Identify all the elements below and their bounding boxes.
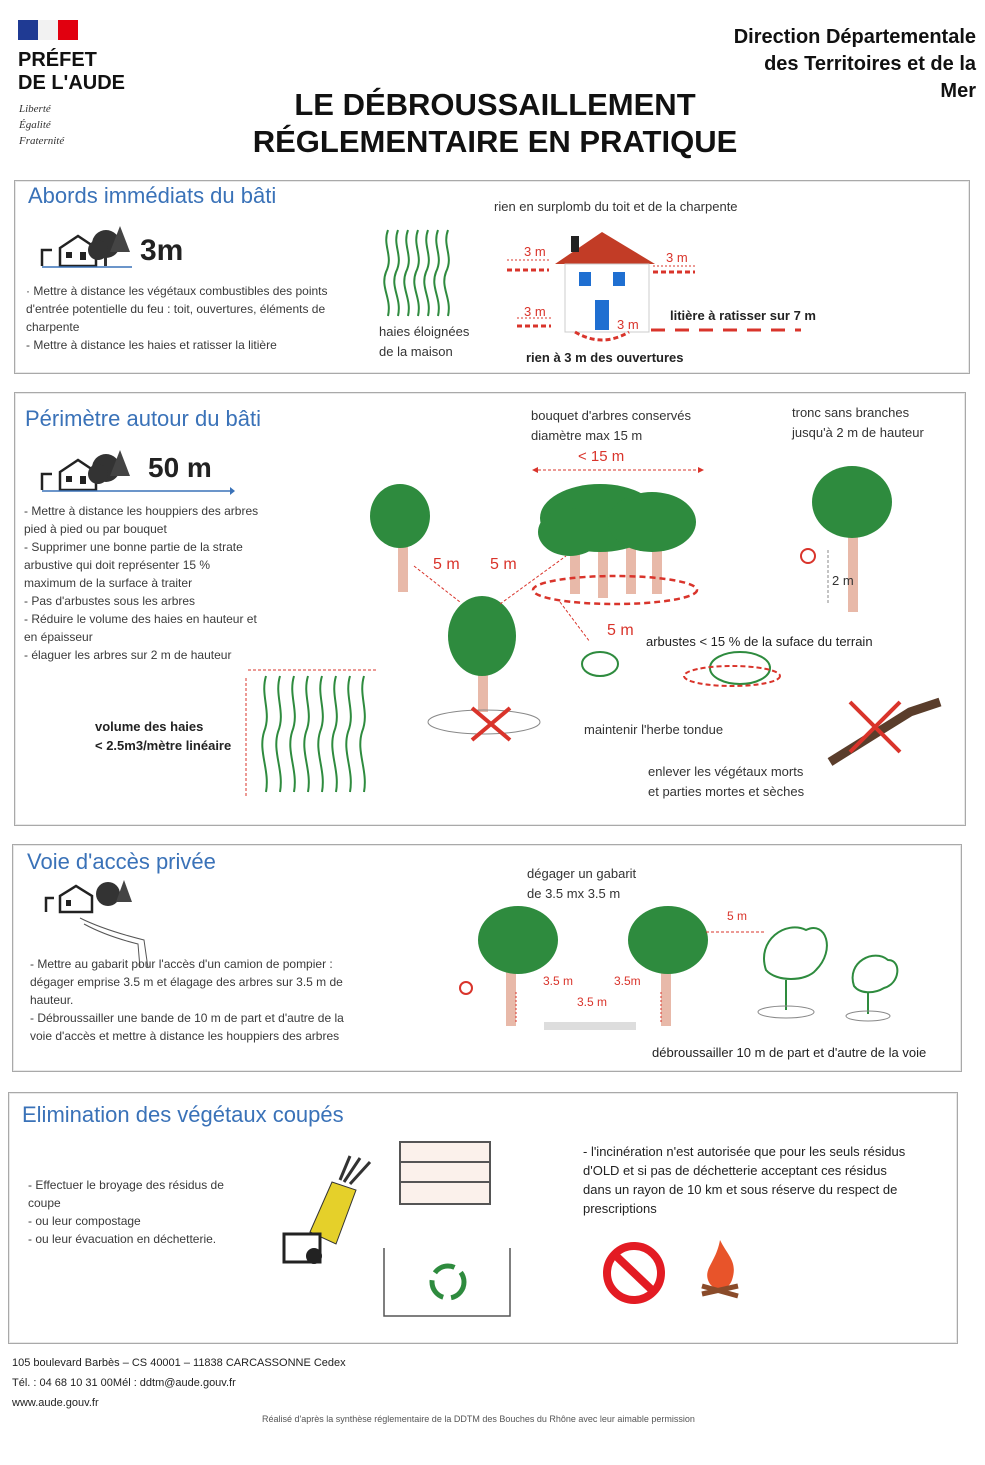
bouquet-caption-2: diamètre max 15 m: [531, 428, 643, 443]
trees-spacing-diagram: [360, 462, 960, 762]
five-m-left: 5 m: [433, 556, 460, 573]
section4-bullet-1: - Effectuer le broyage des résidus de coupe: [28, 1178, 224, 1210]
section-title-elimination: Elimination des végétaux coupés: [22, 1102, 344, 1127]
wood-chipper-icon: [280, 1152, 380, 1272]
dead-caption-2: et parties mortes et sèches: [648, 784, 805, 799]
hedge-volume-1: volume des haies: [95, 719, 204, 734]
prefet-label: PRÉFET: [18, 49, 97, 71]
dim-35-right: 3.5m: [614, 974, 641, 988]
grass-caption: maintenir l'herbe tondue: [584, 722, 724, 737]
five-m-shrub: 5 m: [607, 622, 634, 639]
section2-bullet-1: - Mettre à distance les houppiers des arbres pied à pied ou par bouquet: [24, 504, 259, 536]
motto-fraternite: Fraternité: [19, 135, 65, 147]
section-title-voie: Voie d'accès privée: [27, 849, 216, 874]
five-m-center: 5 m: [490, 556, 517, 573]
page-title: [200, 86, 790, 160]
no-burning-icon: [600, 1240, 670, 1306]
section1-bullet-2: - Mettre à distance les haies et ratisser la litière: [26, 338, 277, 352]
burning-text: - l'incinération n'est autorisée que pour les seuls résidus d'OLD et si pas de déchetterie acceptant ces résidus dans un rayon de 10 km et sous réserve du respect de prescriptions: [583, 1144, 906, 1216]
footer-credit: Réalisé d'après la synthèse réglementaire de la DDTM des Bouches du Rhône avec leur aimable permission: [262, 1414, 695, 1424]
dim-3m-door: 3 m: [617, 317, 639, 332]
hedge-volume-icon: [240, 666, 380, 801]
distance-50m: 50 m: [148, 452, 212, 483]
hedge-icon: [382, 226, 460, 318]
footer-address: 105 boulevard Barbès – CS 40001 – 11838 CARCASSONNE Cedex: [12, 1357, 346, 1369]
motto-liberte: Liberté: [19, 103, 51, 115]
shrubs-caption: arbustes < 15 % de la suface du terrain: [646, 634, 873, 649]
section2-bullet-2: - Supprimer une bonne partie de la strate arbustive qui doit représenter 15 % maximum de la surface à traiter: [24, 540, 243, 590]
compost-bin-icon: [396, 1136, 496, 1206]
band-caption: débroussailler 10 m de part et d'autre de la voie: [652, 1045, 927, 1060]
house-diagram: [505, 228, 805, 358]
section2-bullet-4: - Réduire le volume des haies en hauteur et en épaisseur: [24, 612, 257, 644]
section1-bullets: [26, 282, 346, 354]
litter-caption: litière à ratisser sur 7 m: [670, 308, 816, 323]
dim-3m-right-top: 3 m: [666, 250, 688, 265]
section4-bullets: [28, 1176, 238, 1248]
aude-label: DE L'AUDE: [18, 72, 125, 94]
hedge-volume-2: < 2.5m3/mètre linéaire: [95, 738, 232, 753]
flag-icon: [18, 18, 80, 42]
section1-bullet-1: · Mettre à distance les végétaux combustibles des points d'entrée potentielle du feu : toit, ouvertures, éléments de charpente: [26, 284, 328, 334]
title-line-2: RÉGLEMENTAIRE EN PRATIQUE: [252, 124, 738, 159]
section3-bullets: [30, 955, 365, 1045]
fire-icon: [698, 1236, 742, 1302]
section-title-perimetre: Périmètre autour du bâti: [25, 406, 262, 431]
dim-3m-left-bottom: 3 m: [524, 304, 546, 319]
gabarit-caption-1: dégager un gabarit: [527, 866, 637, 881]
five-m-road: 5 m: [727, 909, 748, 923]
opening-caption: rien à 3 m des ouvertures: [526, 350, 684, 365]
marianne-logo: [18, 18, 80, 42]
section3-bullet-2: - Débroussailler une bande de 10 m de part et d'autre de la voie d'accès et mettre à distance les houppiers des arbres: [30, 1011, 344, 1043]
recycling-bin-icon: [382, 1246, 512, 1318]
dim-35-left: 3.5 m: [543, 974, 574, 988]
trunk-caption-2: jusqu'à 2 m de hauteur: [792, 425, 924, 440]
footer-web[interactable]: www.aude.gouv.fr: [12, 1397, 99, 1409]
footer-contact: Tél. : 04 68 10 31 00Mél : ddtm@aude.gouv.fr: [12, 1377, 236, 1389]
bouquet-caption-1: bouquet d'arbres conservés: [531, 408, 692, 423]
org-line-2: des Territoires et de la: [764, 53, 976, 75]
section4-bullet-2: - ou leur compostage: [28, 1214, 141, 1228]
dim-3m-left-top: 3 m: [524, 244, 546, 259]
two-m-label: 2 m: [832, 573, 854, 588]
motto-egalite: Égalité: [19, 119, 51, 131]
trunk-caption-1: tronc sans branches: [792, 405, 910, 420]
lt15-label: < 15 m: [578, 448, 625, 465]
section4-bullet-3: - ou leur évacuation en déchetterie.: [28, 1232, 217, 1246]
distance-3m: 3m: [140, 234, 184, 267]
section2-bullet-5: - élaguer les arbres sur 2 m de hauteur: [24, 648, 232, 662]
road-gauge-diagram: [456, 900, 916, 1036]
section2-bullet-3: - Pas d'arbustes sous les arbres: [24, 594, 196, 608]
hedge-caption-1: haies éloignées: [379, 324, 470, 339]
section-title-abords: Abords immédiats du bâti: [28, 183, 277, 208]
house-tree-icon: [40, 222, 132, 268]
org-line-3: Mer: [940, 80, 976, 102]
dim-35-bottom: 3.5 m: [577, 995, 608, 1009]
org-line-1: Direction Départementale: [733, 26, 976, 48]
hedge-caption-2: de la maison: [379, 344, 453, 359]
section2-bullets: [24, 502, 262, 664]
gabarit-caption-2: de 3.5 mx 3.5 m: [527, 886, 621, 901]
dead-caption-1: enlever les végétaux morts: [648, 764, 804, 779]
roof-caption: rien en surplomb du toit et de la charpente: [494, 199, 738, 214]
section3-bullet-1: - Mettre au gabarit pour l'accès d'un camion de pompier : dégager emprise 3.5 m et élagage des arbres sur 3.5 m de hauteur.: [30, 957, 343, 1007]
title-line-1: LE DÉBROUSSAILLEMENT: [294, 87, 696, 122]
